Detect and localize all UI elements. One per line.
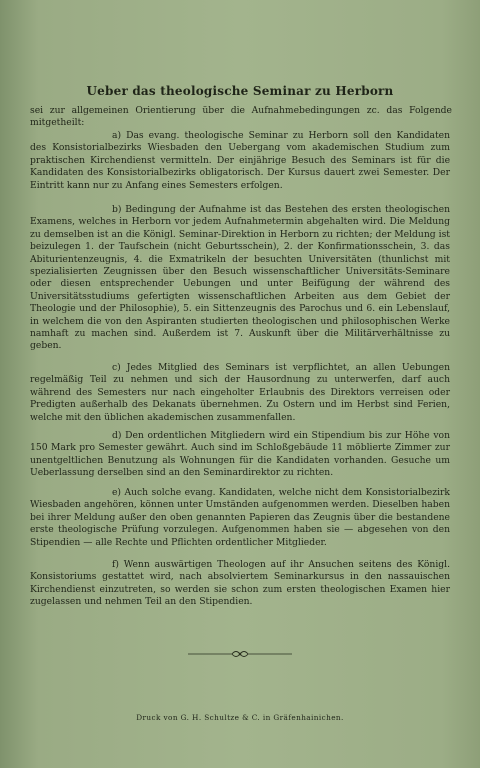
paragraph-e: e) Auch solche evang. Kandidaten, welche nicht dem Konsistorialbezirk Wiesbaden angehören, können unter Umständen aufgenommen werden. Dieselben haben bei ihrer Meldung außer den oben genannten Papieren das Zeugnis über die bestandene erste theologische Prüfung vorzulegen. Aufgenommen haben sie — abgesehen von den Stipendien — alle Rechte und Pflichten ordentlicher Mitglieder.: [30, 487, 450, 548]
printer-imprint: Druck von G. H. Schultze & C. in Gräfenhainichen.: [136, 713, 344, 722]
paragraph-f: f) Wenn auswärtigen Theologen auf ihr Ansuchen seitens des Königl. Konsistoriums gestattet wird, nach absolviertem Seminarkursus in den nassauischen Kirchendienst einzutreten, so werden sie schon zum ersten theologischen Examen hier zugelassen und nehmen Teil an den Stipendien.: [30, 559, 450, 608]
paragraph-d: d) Den ordentlichen Mitgliedern wird ein Stipendium bis zur Höhe von 150 Mark pro Semester gewährt. Auch sind im Schloßgebäude 11 möblierte Zimmer zur unentgeltlichen Benutzung als Wohnungen für die Kandidaten vorhanden. Gesuche um Ueberlassung derselben sind an den Seminardirektor zu richten.: [30, 430, 450, 479]
paragraph-b: b) Bedingung der Aufnahme ist das Bestehen des ersten theologischen Examens, welches in Herborn vor jedem Aufnahmetermin abgehalten wird. Die Meldung zu demselben ist an die Königl. Seminar-Direktion in Herborn zu richten; der Meldung ist beizulegen 1. der Taufschein (nicht Geburtsschein), 2. der Konfirmationsschein, 3. das Abiturientenzeugnis, 4. die Exmatrikeln der besuchten Universitäten (thunlichst mit spezialisierten Zeugnissen über den Besuch wissenschaftlicher Universitäts-Seminare oder diesen entsprechender Uebungen und unter Beifügung der während des Universitätsstudiums gefertigten wissenschaftlichen Arbeiten aus dem Gebiet der Theologie und der Philosophie), 5. ein Sittenzeugnis des Parochus und 6. ein Lebenslauf, in welchem die von den Aspiranten studierten theologischen und philosophischen Werke namhaft zu machen sind. Außerdem ist 7. Auskunft über die Militärverhältnisse zu geben.: [30, 204, 450, 352]
paragraph-a: a) Das evang. theologische Seminar zu Herborn soll den Kandidaten des Konsistorialbezirks Wiesbaden den Uebergang vom akademischen Studium zum praktischen Kirchendienst vermitteln. Der einjährige Besuch des Seminars ist für die Kandidaten des Konsistorialbezirks obligatorisch. Der Kursus dauert zwei Semester. Der Eintritt kann nur zu Anfang eines Semesters erfolgen.: [30, 130, 450, 191]
paragraph-c: c) Jedes Mitglied des Seminars ist verpflichtet, an allen Uebungen regelmäßig Teil zu nehmen und sich der Hausordnung zu unterwerfen, darf auch während des Semesters nur nach eingeholter Erlaubnis des Direktors verreisen oder Predigten außerhalb des Dekanats übernehmen. Zu Ostern und im Herbst sind Ferien, welche mit den üblichen akademischen zusammenfallen.: [30, 362, 450, 423]
intro-text: sei zur allgemeinen Orientierung über die Aufnahmebedingungen zc. das Folgende mitgetheilt:: [30, 105, 452, 129]
document-title: Ueber das theologische Seminar zu Herborn: [86, 84, 394, 98]
ornament-divider: [188, 648, 292, 660]
